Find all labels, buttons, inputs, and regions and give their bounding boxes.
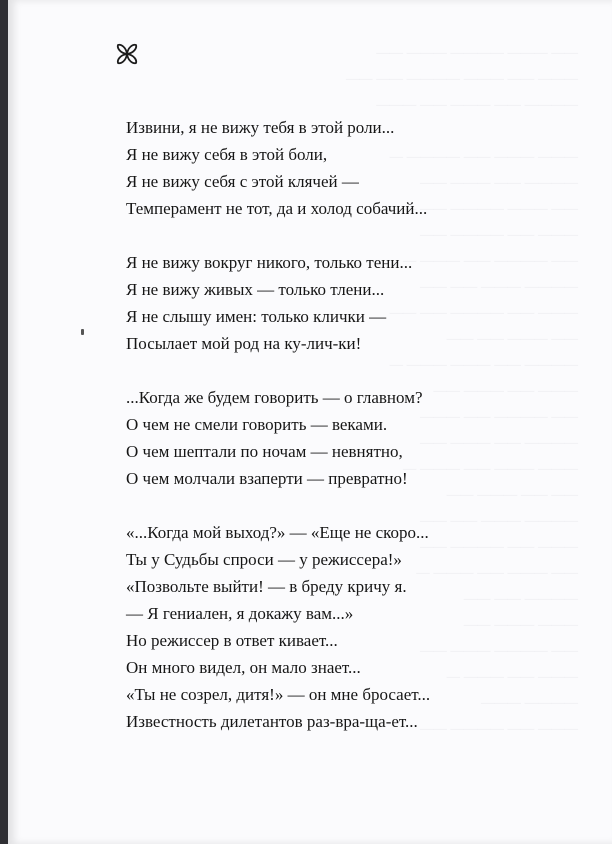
poem-line: «...Когда мой выход?» — «Еще не скоро... — [126, 523, 429, 542]
poem-line: О чем не смели говорить — веками. — [126, 415, 388, 434]
poem-line: О чем молчали взаперти — превратно! — [126, 469, 408, 488]
poem-line: Он много видел, он мало знает... — [126, 658, 361, 677]
poem — [126, 114, 526, 762]
poem-line: Извини, я не вижу тебя в этой роли... — [126, 118, 395, 137]
poem-line: Я не вижу себя в этой боли, — [126, 145, 328, 164]
poem-line: Темперамент не тот, да и холод собачий... — [126, 199, 428, 218]
poem-line: Я не вижу себя с этой клячей — — [126, 172, 359, 191]
poem-line: «Позвольте выйти! — в бреду кричу я. — [126, 577, 407, 596]
poem-line: Известность дилетантов раз-вра-ща-ет... — [126, 712, 418, 731]
stanza-4 — [126, 519, 526, 735]
poem-line: — Я гениален, я докажу вам...» — [126, 604, 354, 623]
ink-speck — [81, 329, 84, 335]
poem-line: Я не вижу вокруг никого, только тени... — [126, 253, 413, 272]
poem-line: О чем шептали по ночам — невнятно, — [126, 442, 403, 461]
poem-line: Ты у Судьбы спроси — у режиссера!» — [126, 550, 402, 569]
poem-line: Я не вижу живых — только тлени... — [126, 280, 385, 299]
poem-line: Я не слышу имен: только клички — — [126, 307, 387, 326]
book-page — [8, 0, 612, 844]
poem-line: ...Когда же будем говорить — о главном? — [126, 388, 423, 407]
poem-line: Посылает мой род на ку-лич-ки! — [126, 334, 362, 353]
stanza-2 — [126, 249, 526, 357]
show-through-text: —— ——— ———— ——— —— ——— —— ——— ———— —— —— ———— —— ——— —— ——— ——— ——— —— ———— — ———— —— ——— —— —— ——— ———— —— —— ——— —— ———— —— —— ———— —— ——— — ———— ——— —— —— ——— —— ———— —— —— —— ——— —— —— ———— —— ——— ——— — ——— —— ——— —— —— ———— —— ——— ———— —— ——— —— ——— ——— —— ——— — —— —— ——— —— ———— ——— —— —— ——— —— ———— —— —— ——— —— ——— — ———— —— —— ——— ——— —— —— ———— ——— —— ——— —— ——— — ———— ——— ——— —— ———— —— — [345, 45, 578, 737]
stanza-3 — [126, 384, 526, 492]
poem-line: «Ты не созрел, дитя!» — он мне бросает... — [126, 685, 431, 704]
four-petal-flower-icon — [115, 42, 139, 66]
poem-line: Но режиссер в ответ кивает... — [126, 631, 338, 650]
stanza-1 — [126, 114, 526, 222]
